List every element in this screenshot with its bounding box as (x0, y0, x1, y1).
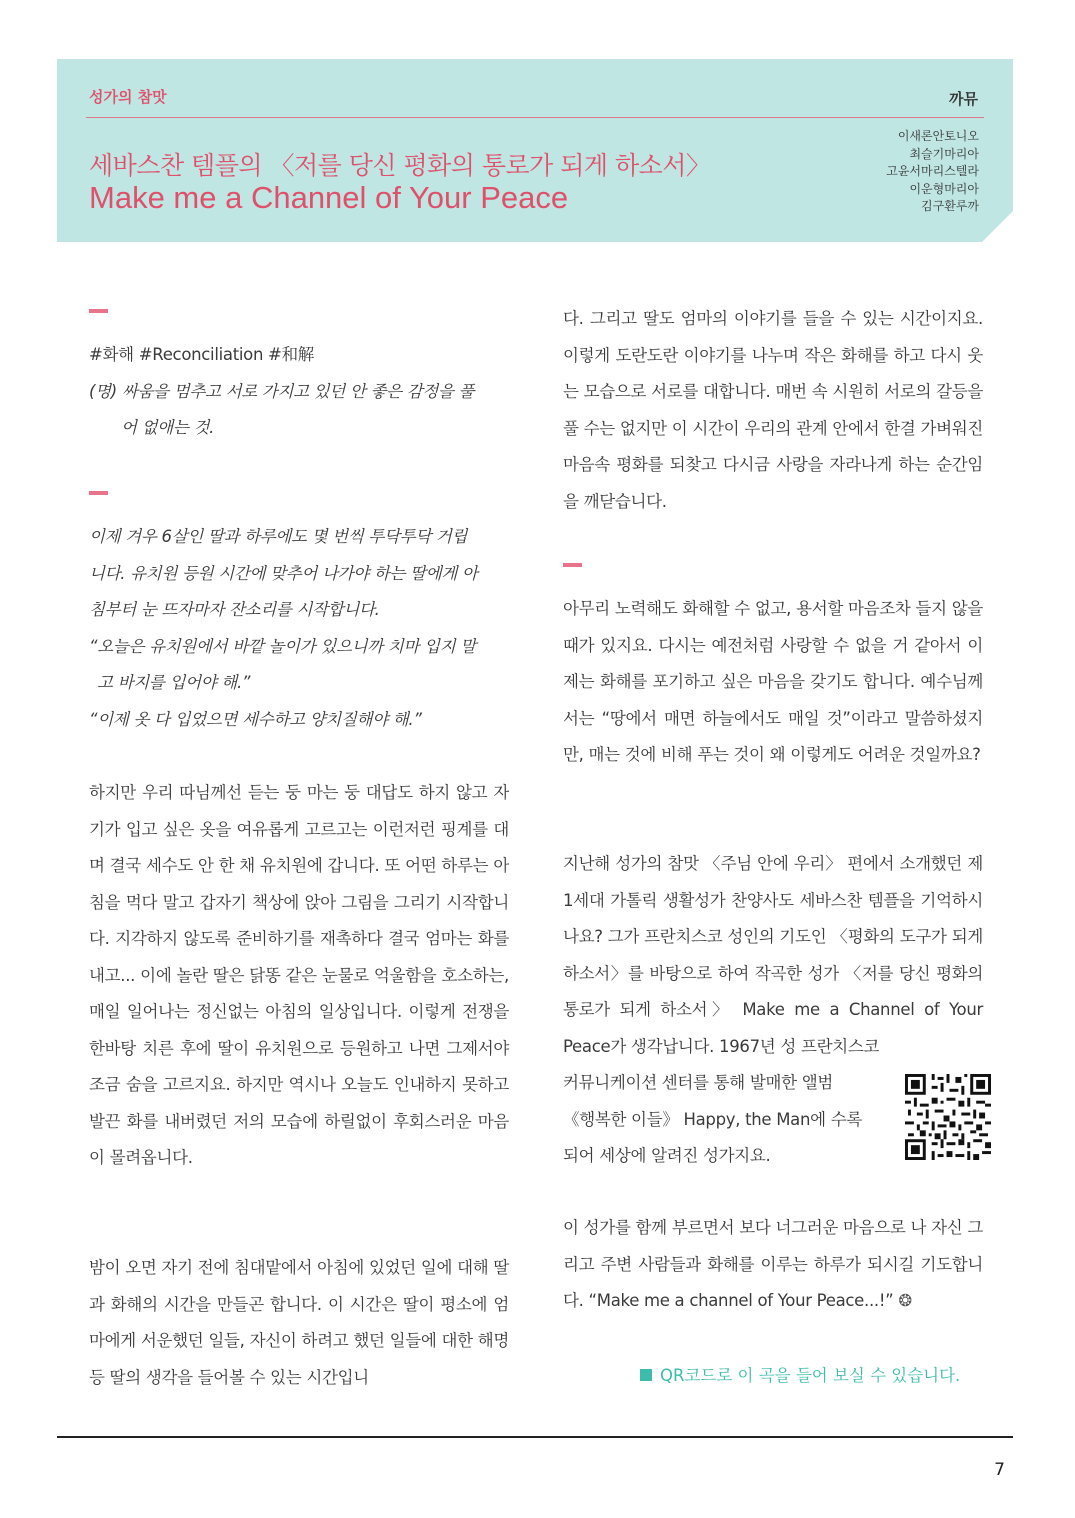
story-line: 침부터 눈 뜨자마자 잔소리를 시작합니다. (89, 600, 380, 619)
section-dash (89, 309, 108, 313)
paragraph-text: 밤이 오면 자기 전에 침대맡에서 아침에 있었던 일에 대해 딸과 화해의 시간을 만들곤 합니다. 이 시간은 딸이 평소에 엄마에게 서운했던 일들, 자신이 하려고 했던 일들에 대한 해명 등 딸의 생각을 들어볼 수 있는 시간입니 (89, 1258, 509, 1387)
section-dash (563, 563, 582, 567)
paragraph-text: 이 성가를 함께 부르면서 보다 너그러운 마음으로 나 자신 그리고 주변 사람들과 화해를 이루는 하루가 되시길 기도합니다. “Make me a channel of Your Peace...!” (563, 1218, 983, 1310)
qr-note-text: QR코드로 이 곡을 들어 보실 수 있습니다. (660, 1366, 961, 1385)
title-korean: 세바스찬 템플의 〈저를 당신 평화의 통로가 되게 하소서〉 (89, 151, 711, 180)
quote-line: “오늘은 유치원에서 바깥 놀이가 있으니까 치마 입지 말 (89, 636, 476, 656)
member-name: 최슬기마리아 (909, 146, 979, 161)
section-dash (89, 491, 108, 495)
flower-icon: ❂ (898, 1291, 912, 1310)
paragraph-text: 《행복한 이들》 Happy, the Man에 수록 (563, 1109, 862, 1129)
paragraph (563, 846, 983, 1065)
definition-line: 어 없애는 것. (121, 418, 215, 437)
paragraph-text: 하지만 우리 따님께선 듣는 둥 마는 둥 대답도 하지 않고 자기가 입고 싶은 옷을 여유롭게 고르고는 이런저런 핑계를 대며 결국 세수도 안 한 채 유치원에 갑니다. 또 어떤 하루는 아침을 먹다 말고 갑자기 책상에 앉아 그림을 그리기 시작합니다. 지각하지 않도록 준비하기를 재촉하다 결국 엄마는 화를 내고... 이에 놀란 딸은 닭똥 같은 눈물로 억울함을 호소하는, 매일 일어나는 정신없는 아침의 일상입니다. 이렇게 전쟁을 한바탕 치른 후에 딸이 유치원으로 등원하고 나면 그제서야 조금 숨을 고르지요. 하지만 역시나 오늘도 인내하지 못하고 발끈 화를 내버렸던 저의 모습에 하릴없이 후회스러운 마음이 몰려옵니다. (89, 783, 509, 1167)
square-bullet-icon (640, 1369, 652, 1381)
paragraph (89, 775, 509, 1177)
qr-note (640, 1362, 960, 1386)
section-label: 성가의 참맛 (89, 88, 167, 106)
member-name: 김구환루까 (921, 199, 979, 213)
paragraph-text: 되어 세상에 알려진 성가지요. (563, 1146, 771, 1165)
member-name: 이운형마리아 (909, 181, 979, 196)
definition-line: (명) 싸움을 멈추고 서로 가지고 있던 안 좋은 감정을 풀 (89, 381, 475, 401)
member-name: 고윤서마리스텔라 (886, 164, 979, 178)
member-list (886, 128, 979, 216)
paragraph-text: 지난해 성가의 참맛 〈주님 안에 우리〉 편에서 소개했던 제1세대 가톨릭 생활성가 찬양사도 세바스찬 템플을 기억하시나요? 그가 프란치스코 성인의 기도인 〈평화의 도구가 되게 하소서〉를 바탕으로 하여 작곡한 성가 〈저를 당신 평화의 통로가 되게 하소서〉 Make me a Channel of Your Peace가 생각납니다. 1967년 성 프란치스코 (563, 854, 983, 1056)
story-line: 이제 겨우 6살인 딸과 하루에도 몇 번씩 투닥투닥 거립 (89, 527, 468, 546)
paragraph (89, 1250, 509, 1396)
header-divider (86, 117, 984, 118)
story-block (89, 519, 509, 738)
story-line: 니다. 유치원 등원 시간에 맞추어 나가야 하는 딸에게 아 (89, 563, 478, 583)
paragraph (563, 1210, 983, 1320)
paragraph-text: 아무리 노력해도 화해할 수 없고, 용서할 마음조차 들지 않을 때가 있지요. 다시는 예전처럼 사랑할 수 없을 거 같아서 이제는 화해를 포기하고 싶은 마음을 갖기도 합니다. 예수님께서는 “땅에서 매면 하늘에서도 매일 것”이라고 말씀하셨지만, 매는 것에 비해 푸는 것이 왜 이렇게도 어려운 것일까요? (563, 599, 983, 764)
title-english: Make me a Channel of Your Peace (89, 180, 569, 215)
paragraph (563, 301, 983, 520)
footer-divider (57, 1436, 1013, 1438)
hashtags: #화해 #Reconciliation #和解 (89, 345, 314, 364)
paragraph (563, 591, 983, 774)
paragraph-qr-lines (563, 1065, 883, 1175)
quote-line: 고 바지를 입어야 해.” (97, 673, 251, 692)
definition-block (89, 337, 509, 447)
page-number: 7 (994, 1460, 1005, 1480)
paragraph-text (563, 1210, 983, 1320)
paragraph-text: 커뮤니케이션 센터를 통해 발매한 앨범 (563, 1073, 834, 1092)
qr-code[interactable] (905, 1074, 991, 1160)
quote-line: “이제 옷 다 입었으면 세수하고 양치질해야 해.” (89, 709, 422, 729)
member-name: 이새론안토니오 (897, 129, 979, 143)
paragraph-text: 다. 그리고 딸도 엄마의 이야기를 들을 수 있는 시간이지요. 이렇게 도란도란 이야기를 나누며 작은 화해를 하고 다시 웃는 모습으로 서로를 대합니다. 매번 속 시원히 서로의 갈등을 풀 수는 없지만 이 시간이 우리의 관계 안에서 한결 가벼워진 마음속 평화를 되찾고 다시금 사랑을 자라나게 하는 순간임을 깨닫습니다. (563, 309, 983, 511)
author-label: 까뮤 (949, 90, 978, 108)
